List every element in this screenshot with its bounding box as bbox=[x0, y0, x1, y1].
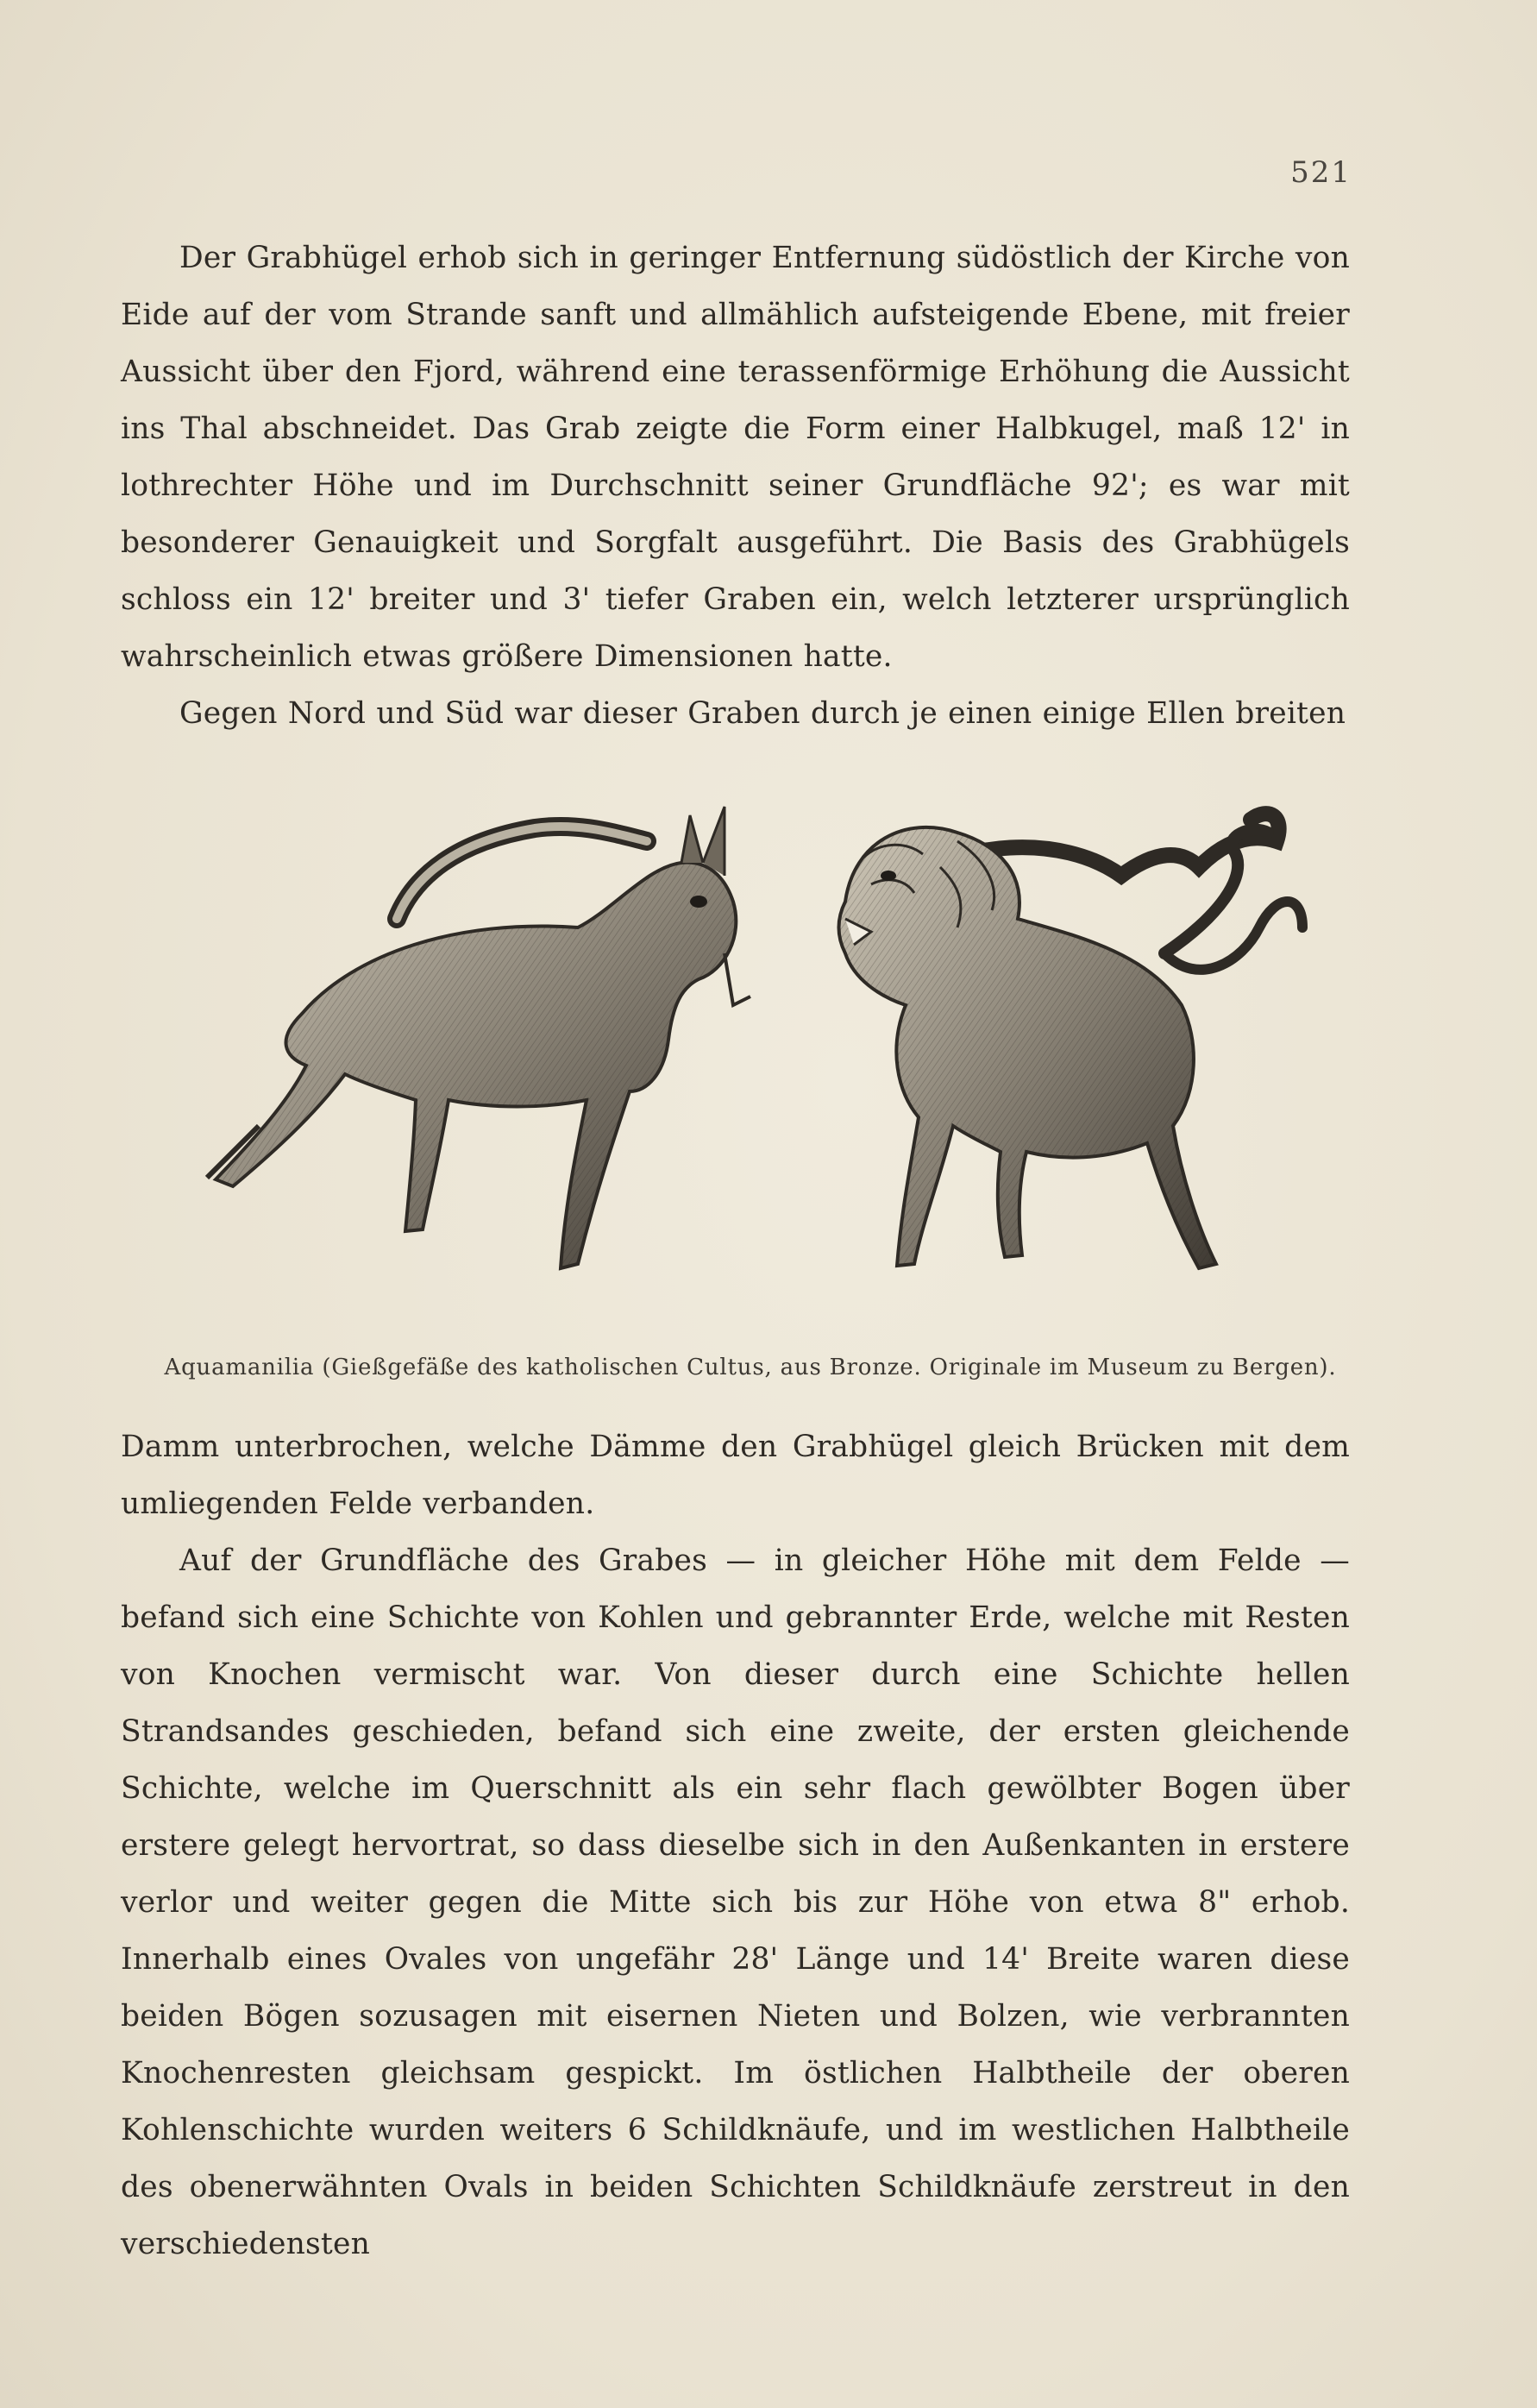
figure-caption: Aquamanilia (Gießgefäße des katholischen Cultus, aus Bronze. Originale im Museum zu Bergen). bbox=[164, 1355, 1337, 1380]
paragraph-north-south: Gegen Nord und Süd war dieser Graben durch je einen einige Ellen breiten bbox=[179, 696, 1346, 731]
paragraph-grave-mound: Der Grabhügel erhob sich in geringer Entfernung südöstlich der Kirche von Eide auf der vom Strande sanft und allmählich aufsteigende Ebene, mit freier Aussicht über den Fjord, während eine terassenförmige Erhöhung die Aussicht ins Thal abschneidet. Das Grab zeigte die Form einer Halbkugel, maß 12' in lothrechter Höhe und im Durchschnitt seiner Grundfläche 92'; es war mit besonderer Genauigkeit und Sorgfalt ausgeführt. Die Basis des Grabhügels schloss ein 12' breiter und 3' tiefer Graben ein, welch letzterer ursprünglich wahrscheinlich etwas größere Dimensionen hatte. bbox=[121, 241, 1350, 674]
page-number: 521 bbox=[1290, 155, 1352, 190]
engraving-svg bbox=[129, 781, 1371, 1350]
paragraph-dam: Damm unterbrochen, welche Dämme den Grabhügel gleich Brücken mit dem umliegenden Felde verbanden. bbox=[121, 1430, 1350, 1521]
horse-aquamanile bbox=[207, 807, 750, 1268]
text-block-bottom bbox=[121, 1418, 1350, 2273]
paragraph-layers: Auf der Grundfläche des Grabes — in gleicher Höhe mit dem Felde — befand sich eine Schichte von Kohlen und gebrannter Erde, welche mit Resten von Knochen vermischt war. Von dieser durch eine Schichte hellen Strandsandes geschieden, befand sich eine zweite, der ersten gleichende Schichte, welche im Querschnitt als ein sehr flach gewölbter Bogen über erstere gelegt hervortrat, so dass dieselbe sich in den Außenkanten in erstere verlor und weiter gegen die Mitte sich bis zur Höhe von etwa 8" erhob. Innerhalb eines Ovales von ungefähr 28' Länge und 14' Breite waren diese beiden Bögen sozusagen mit eisernen Nieten und Bolzen, wie verbrannten Knochenresten gleichsam gespickt. Im östlichen Halbtheile der oberen Kohlenschichte wurden weiters 6 Schildknäufe, und im westlichen Halbtheile des obenerwähnten Ovals in beiden Schichten Schildknäufe zerstreut in den verschiedensten bbox=[121, 1544, 1350, 2261]
aquamanilia-illustration bbox=[129, 781, 1371, 1350]
lion-aquamanile bbox=[839, 814, 1303, 1268]
text-block-top bbox=[121, 229, 1350, 742]
